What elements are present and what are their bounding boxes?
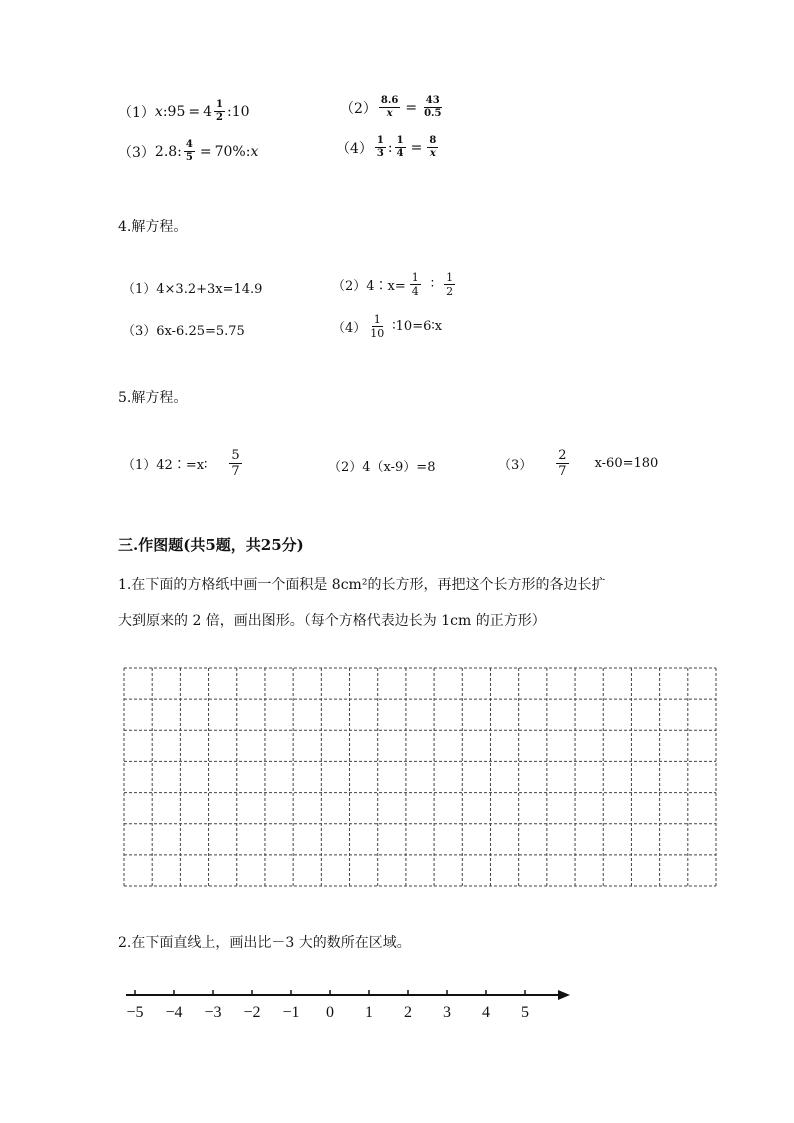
number-line-label: 4 bbox=[482, 1004, 490, 1021]
number-line-arrow bbox=[558, 990, 570, 1000]
number-line-label: −1 bbox=[282, 1004, 300, 1021]
number-line-label: 2 bbox=[404, 1004, 412, 1021]
number-line-label: −5 bbox=[126, 1004, 144, 1021]
q5-heading: 5.解方程。 bbox=[118, 390, 188, 406]
q4-problem-4: （4） $\frac{1}{10}$ ∶10=6∶x bbox=[332, 313, 443, 340]
q4-heading: 4.解方程。 bbox=[118, 219, 188, 235]
number-line-label: 0 bbox=[326, 1004, 334, 1021]
ratio-problem-2: （2） $\frac{8.6}{x}$ = $\frac{43}{0.5}$ bbox=[340, 95, 442, 119]
number-line-label: −2 bbox=[243, 1004, 261, 1021]
q4-problem-3: （3）6x-6.25=5.75 bbox=[122, 324, 245, 339]
q5-problem-3: （3） $\frac{2}{7}$ x-60=180 bbox=[498, 448, 659, 479]
drawing-q1-line2: 大到原来的 2 倍，画出图形。（每个方格代表边长为 1cm 的正方形） bbox=[118, 613, 546, 629]
q4-problem-2: （2）4∶x= $\frac{1}{4}$ ∶ $\frac{1}{2}$ bbox=[332, 271, 454, 298]
number-line-label: 3 bbox=[443, 1004, 451, 1021]
number-line[interactable] bbox=[118, 980, 578, 1025]
section3-title: 三.作图题(共5题，共25分) bbox=[118, 536, 304, 554]
drawing-q2-text: 2.在下面直线上，画出比－3 大的数所在区域。 bbox=[118, 935, 411, 951]
number-line-label: −4 bbox=[165, 1004, 183, 1021]
q5-problem-2: （2）4（x-9）=8 bbox=[328, 460, 436, 475]
number-line-label: 1 bbox=[365, 1004, 373, 1021]
number-line-label: −3 bbox=[204, 1004, 222, 1021]
ratio-problem-4: （4） $\frac{1}{3}$ : $\frac{1}{4}$ = $\frac{8}{x}$ bbox=[336, 135, 437, 159]
drawing-q1-line1: 1.在下面的方格纸中画一个面积是 8cm²的长方形，再把这个长方形的各边长扩 bbox=[118, 577, 606, 593]
ratio-problem-3: （3） 2.8: $\frac{4}{5}$ = 70%: x bbox=[118, 139, 259, 163]
ratio-problem-1: （1） x : 95 = 4 $\frac{1}{2}$ : 10 bbox=[118, 99, 250, 123]
q4-problem-1: （1）4×3.2+3x=14.9 bbox=[122, 282, 263, 297]
grid-paper[interactable] bbox=[118, 662, 724, 894]
q5-problem-1: （1）42∶=x∶ $\frac{5}{7}$ bbox=[122, 448, 240, 479]
number-line-label: 5 bbox=[521, 1004, 529, 1021]
